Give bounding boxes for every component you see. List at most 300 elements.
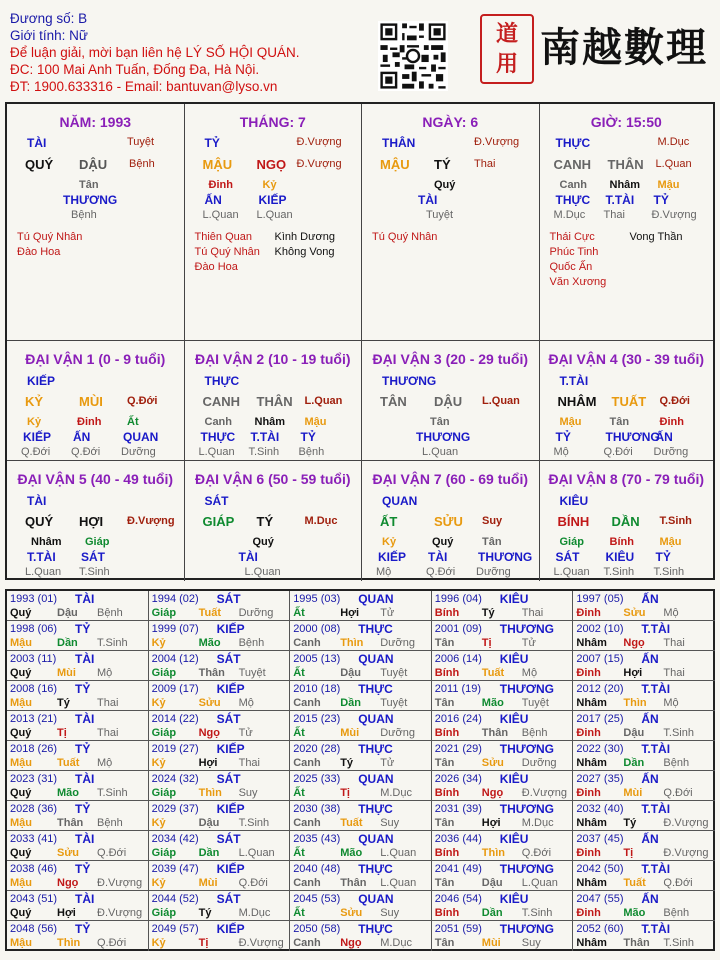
year-cell[interactable] xyxy=(432,921,574,951)
year-stem: Đinh xyxy=(576,667,601,679)
year-cell[interactable] xyxy=(7,861,149,891)
year-god: KIẾP xyxy=(216,682,245,696)
year-stage: Tuyệt xyxy=(521,697,549,709)
year-stage: Mộ xyxy=(97,757,113,769)
hidden-god: THỰC xyxy=(555,193,591,207)
shen-sha-star: Không Vong xyxy=(274,246,335,258)
year-branch: Tý xyxy=(198,907,212,919)
year-stage: Mộ xyxy=(663,697,679,709)
hidden-state: L.Quan xyxy=(198,446,235,458)
hidden-state: Bệnh xyxy=(298,446,325,458)
year-cell[interactable] xyxy=(432,771,574,801)
year-god: TÀI xyxy=(75,892,95,906)
year-label: 2022 (30) xyxy=(576,743,624,755)
year-cell[interactable] xyxy=(573,621,715,651)
hidden-state: T.Sinh xyxy=(653,566,685,578)
hidden-stem: Đinh xyxy=(659,416,684,428)
hidden-god: KIÊU xyxy=(605,550,635,564)
dai-van-stem: BÍNH xyxy=(557,514,590,529)
year-god: THỰC xyxy=(358,922,393,936)
year-branch: Ngọ xyxy=(198,727,220,739)
year-label: 2037 (45) xyxy=(576,833,624,845)
year-label: 2014 (22) xyxy=(151,713,199,725)
year-branch: Dậu xyxy=(623,727,645,739)
year-god: TỶ xyxy=(75,802,91,816)
hidden-god: TÀI xyxy=(418,193,438,207)
year-stage: Q.Đới xyxy=(97,937,127,949)
pillar-cell xyxy=(185,104,363,341)
year-god: KIÊU xyxy=(499,772,529,786)
hidden-state: T.Sinh xyxy=(603,566,635,578)
year-branch: Tý xyxy=(481,607,495,619)
dai-van-branch: TUẤT xyxy=(611,394,647,409)
dai-van-cell xyxy=(185,341,363,461)
year-cell[interactable] xyxy=(290,861,432,891)
dai-van-title: ĐẠI VẬN 8 (70 - 79 tuổi) xyxy=(548,471,705,487)
dai-van-branch: HỢI xyxy=(79,514,104,529)
year-stage: M.Dục xyxy=(380,787,412,799)
year-cell[interactable] xyxy=(149,921,291,951)
year-stem: Ất xyxy=(293,607,305,619)
year-god: THƯƠNG xyxy=(499,682,554,696)
year-cell[interactable] xyxy=(7,801,149,831)
year-god: TỶ xyxy=(75,862,91,876)
hidden-god: TỶ xyxy=(300,430,316,444)
year-stage: Suy xyxy=(521,937,541,949)
year-stage: T.Sinh xyxy=(663,727,694,739)
hidden-state: T.Sinh xyxy=(248,446,280,458)
dai-van-title: ĐẠI VẬN 6 (50 - 59 tuổi) xyxy=(194,471,351,487)
year-branch: Thìn xyxy=(198,787,222,799)
year-branch: Sửu xyxy=(198,697,221,709)
hidden-god: THƯƠNG xyxy=(605,430,660,444)
year-cell[interactable] xyxy=(573,711,715,741)
year-cell[interactable] xyxy=(149,681,291,711)
year-branch: Mùi xyxy=(623,787,643,799)
year-stem: Nhâm xyxy=(576,877,607,889)
year-stage: Q.Đới xyxy=(97,847,127,859)
year-label: 2032 (40) xyxy=(576,803,624,815)
year-stem: Tân xyxy=(434,697,455,709)
year-cell[interactable] xyxy=(573,651,715,681)
year-branch: Tị xyxy=(481,637,492,649)
hidden-state: Bệnh xyxy=(71,209,97,221)
year-god: QUAN xyxy=(358,592,394,606)
year-branch: Ngọ xyxy=(623,637,645,649)
branch-stage: Bệnh xyxy=(129,158,155,170)
year-stage: T.Sinh xyxy=(663,937,694,949)
year-stem: Canh xyxy=(293,877,321,889)
heavenly-stem: MẬU xyxy=(380,157,410,172)
year-stage: Dưỡng xyxy=(380,727,415,739)
shen-sha-star: Đào Hoa xyxy=(17,246,61,258)
year-branch: Mão xyxy=(57,787,79,799)
year-label: 2013 (21) xyxy=(10,713,58,725)
hidden-state: Đ.Vượng xyxy=(651,209,697,221)
dai-van-stem: GIÁP xyxy=(202,514,235,529)
year-cell[interactable] xyxy=(149,861,291,891)
year-cell[interactable] xyxy=(290,621,432,651)
hidden-state: L.Quan xyxy=(256,209,293,221)
year-cell[interactable] xyxy=(432,831,574,861)
year-stem: Mậu xyxy=(10,877,32,889)
hidden-stem: Kỷ xyxy=(27,416,42,428)
hidden-god: TỶ xyxy=(655,550,671,564)
year-branch: Mão xyxy=(340,847,363,859)
year-label: 2051 (59) xyxy=(434,923,482,935)
dai-van-god: TÀI xyxy=(27,494,47,508)
hidden-state: L.Quan xyxy=(202,209,239,221)
year-branch: Mùi xyxy=(481,937,501,949)
year-cell[interactable] xyxy=(149,741,291,771)
year-stage: Thai xyxy=(97,697,119,709)
year-cell[interactable] xyxy=(290,681,432,711)
year-stem: Tân xyxy=(434,757,455,769)
year-stem: Canh xyxy=(293,697,321,709)
year-stem: Đinh xyxy=(576,727,601,739)
year-god: KIẾP xyxy=(216,922,245,936)
year-god: THỰC xyxy=(358,742,393,756)
year-stage: Mộ xyxy=(521,667,538,679)
year-cell[interactable] xyxy=(573,831,715,861)
year-branch: Dần xyxy=(623,757,645,769)
year-stage: L.Quan xyxy=(238,847,275,859)
year-god: THƯƠNG xyxy=(499,742,554,756)
year-stem: Nhâm xyxy=(576,817,607,829)
year-label: 2047 (55) xyxy=(576,893,624,905)
year-stage: Tuyệt xyxy=(380,667,408,679)
year-label: 2002 (10) xyxy=(576,623,624,635)
year-god: KIÊU xyxy=(499,892,529,906)
dai-van-cell xyxy=(7,461,185,581)
hidden-state: Q.Đới xyxy=(603,446,633,458)
year-stage: Tuyệt xyxy=(380,697,408,709)
pillar-cell xyxy=(540,104,714,341)
year-stage: Thai xyxy=(521,607,544,619)
dai-van-title: ĐẠI VẬN 4 (30 - 39 tuổi) xyxy=(548,351,705,367)
year-cell[interactable] xyxy=(7,921,149,951)
year-god: SÁT xyxy=(216,832,241,846)
year-label: 2015 (23) xyxy=(293,713,341,725)
dai-van-stage: T.Sinh xyxy=(659,515,692,527)
year-cell[interactable] xyxy=(573,741,715,771)
qr-code-icon[interactable] xyxy=(378,21,448,91)
year-stage: Bệnh xyxy=(97,817,123,829)
shen-sha-star: Đào Hoa xyxy=(194,261,238,273)
year-label: 2035 (43) xyxy=(293,833,341,845)
year-god: QUAN xyxy=(358,712,394,726)
pillar-title: GIỜ: 15:50 xyxy=(590,114,662,130)
year-cell[interactable] xyxy=(149,801,291,831)
shen-sha-star: Quốc Ấn xyxy=(549,261,593,273)
hidden-state: Dưỡng xyxy=(121,446,156,458)
year-cell[interactable] xyxy=(7,741,149,771)
dai-van-stem: ẤT xyxy=(380,514,398,529)
year-label: 2052 (60) xyxy=(576,923,624,935)
year-label: 2005 (13) xyxy=(293,653,341,665)
year-cell[interactable] xyxy=(573,591,715,621)
year-cell[interactable] xyxy=(573,891,715,921)
year-god: TỶ xyxy=(75,922,91,936)
shen-sha-star: Tú Quý Nhân xyxy=(372,231,438,243)
year-stem: Giáp xyxy=(151,847,177,859)
year-branch: Hợi xyxy=(623,667,643,679)
year-label: 1995 (03) xyxy=(293,593,341,605)
year-cell[interactable] xyxy=(432,651,574,681)
year-label: 2034 (42) xyxy=(151,833,199,845)
year-label: 2042 (50) xyxy=(576,863,624,875)
year-branch: Tuất xyxy=(57,757,80,769)
year-cell[interactable] xyxy=(432,681,574,711)
year-branch: Tị xyxy=(57,727,67,739)
year-god: SÁT xyxy=(216,652,241,666)
annual-luck-grid xyxy=(5,589,715,951)
year-cell[interactable] xyxy=(290,891,432,921)
contact-invite: Để luận giải, mời bạn liên hệ LÝ SỐ HỘI QUÁN. xyxy=(10,45,300,60)
dai-van-stage: Đ.Vượng xyxy=(127,515,175,527)
dai-van-title: ĐẠI VẬN 1 (0 - 9 tuổi) xyxy=(25,351,166,367)
hidden-stem: Nhâm xyxy=(609,179,641,191)
hidden-god: ẤN xyxy=(73,430,91,444)
dai-van-branch: DẦN xyxy=(611,514,640,529)
year-stem: Canh xyxy=(293,637,321,649)
year-label: 2026 (34) xyxy=(434,773,482,785)
year-cell[interactable] xyxy=(7,621,149,651)
year-stem: Mậu xyxy=(10,937,32,949)
year-label: 2048 (56) xyxy=(10,923,58,935)
hidden-stem: Kỷ xyxy=(262,179,277,191)
year-god: TỶ xyxy=(75,742,91,756)
year-god: TỶ xyxy=(75,622,91,636)
year-god: KIẾP xyxy=(216,622,245,636)
year-cell[interactable] xyxy=(573,801,715,831)
year-branch: Tuất xyxy=(481,667,505,679)
hidden-god: KIẾP xyxy=(258,193,287,207)
year-stage: Bệnh xyxy=(663,757,690,769)
year-branch: Mùi xyxy=(340,727,360,739)
year-cell[interactable] xyxy=(7,651,149,681)
hidden-stem: Mậu xyxy=(304,416,327,428)
year-stem: Bính xyxy=(434,607,460,619)
year-god: THƯƠNG xyxy=(499,922,554,936)
year-cell[interactable] xyxy=(573,861,715,891)
hidden-stem: Giáp xyxy=(559,536,584,548)
year-label: 2040 (48) xyxy=(293,863,341,875)
year-god: KIẾP xyxy=(216,742,245,756)
year-stem: Nhâm xyxy=(576,697,607,709)
year-cell[interactable] xyxy=(7,681,149,711)
hidden-stem: Đinh xyxy=(77,416,102,428)
year-branch: Mão xyxy=(481,697,504,709)
year-label: 2039 (47) xyxy=(151,863,199,875)
contact-address: ĐC: 100 Mai Anh Tuấn, Đống Đa, Hà Nội. xyxy=(10,62,260,77)
hidden-stem: Tân xyxy=(79,179,99,191)
year-stem: Nhâm xyxy=(576,937,607,949)
year-stem: Quý xyxy=(10,727,32,739)
year-branch: Thân xyxy=(340,877,367,889)
year-label: 2025 (33) xyxy=(293,773,341,785)
year-cell[interactable] xyxy=(573,921,715,951)
year-stem: Tân xyxy=(434,637,455,649)
dai-van-branch: THÂN xyxy=(256,394,293,409)
dai-van-stem: CANH xyxy=(202,394,241,409)
year-stem: Đinh xyxy=(576,607,601,619)
heavenly-stem: MẬU xyxy=(202,157,233,172)
year-branch: Dần xyxy=(481,907,503,919)
year-cell[interactable] xyxy=(573,681,715,711)
year-stage: L.Quan xyxy=(521,877,558,889)
stem-god: TỶ xyxy=(204,136,220,150)
hidden-state: Mộ xyxy=(376,566,392,578)
year-cell[interactable] xyxy=(432,741,574,771)
year-stem: Bính xyxy=(434,787,460,799)
year-god: THƯƠNG xyxy=(499,802,554,816)
dai-van-cell xyxy=(540,461,714,581)
year-god: T.TÀI xyxy=(641,682,671,696)
year-label: 2011 (19) xyxy=(434,683,482,695)
hidden-stem: Tân xyxy=(609,416,630,428)
year-branch: Thìn xyxy=(340,637,364,649)
year-cell[interactable] xyxy=(7,711,149,741)
year-cell[interactable] xyxy=(149,771,291,801)
hidden-stem: Tân xyxy=(482,536,502,548)
year-cell[interactable] xyxy=(7,771,149,801)
year-label: 1999 (07) xyxy=(151,623,199,635)
hidden-god: SÁT xyxy=(555,550,580,564)
hidden-state: Thai xyxy=(603,209,625,221)
year-cell[interactable] xyxy=(290,741,432,771)
contact-phone-email[interactable]: ĐT: 1900.633316 - Email: bantuvan@lyso.vn xyxy=(10,79,278,94)
year-label: 2027 (35) xyxy=(576,773,624,785)
hidden-god: TỶ xyxy=(555,430,571,444)
year-branch: Dậu xyxy=(198,817,220,829)
dai-van-god: KIÊU xyxy=(559,494,589,508)
year-god: T.TÀI xyxy=(641,922,671,936)
year-label: 2009 (17) xyxy=(151,683,199,695)
year-stem: Nhâm xyxy=(576,757,607,769)
shen-sha-star: Thiên Quan xyxy=(194,231,252,243)
hidden-god: THƯƠNG xyxy=(478,550,533,564)
year-branch: Mão xyxy=(623,907,646,919)
year-branch: Ngọ xyxy=(340,937,362,949)
year-cell[interactable] xyxy=(7,891,149,921)
year-stage: T.Sinh xyxy=(238,817,270,829)
year-stem: Bính xyxy=(434,847,460,859)
year-stem: Bính xyxy=(434,727,460,739)
year-stem: Canh xyxy=(293,937,321,949)
year-stage: Bệnh xyxy=(663,907,690,919)
year-stage: Thai xyxy=(97,727,119,739)
dai-van-stage: Q.Đới xyxy=(659,395,690,407)
year-branch: Sửu xyxy=(623,607,646,619)
year-stem: Ất xyxy=(293,847,305,859)
year-branch: Dần xyxy=(198,847,220,859)
year-branch: Tý xyxy=(623,817,637,829)
year-cell[interactable] xyxy=(432,621,574,651)
year-cell[interactable] xyxy=(7,591,149,621)
hidden-stem: Kỷ xyxy=(382,536,397,548)
hidden-stem: Nhâm xyxy=(31,536,62,548)
year-branch: Tý xyxy=(57,697,70,709)
earthly-branch: TÝ xyxy=(434,157,451,172)
year-label: 2033 (41) xyxy=(10,833,58,845)
year-branch: Thìn xyxy=(481,847,506,859)
year-branch: Tuất xyxy=(623,877,646,889)
dai-van-cell xyxy=(362,341,540,461)
year-stage: Tử xyxy=(521,637,536,649)
year-cell[interactable] xyxy=(149,891,291,921)
year-cell[interactable] xyxy=(149,831,291,861)
year-stem: Giáp xyxy=(151,787,177,799)
year-cell[interactable] xyxy=(7,831,149,861)
hidden-state: L.Quan xyxy=(553,566,590,578)
pillar-title: NĂM: 1993 xyxy=(59,114,132,130)
dai-van-god: SÁT xyxy=(204,494,229,508)
year-branch: Mùi xyxy=(198,877,218,889)
year-cell[interactable] xyxy=(149,621,291,651)
hidden-stem: Mậu xyxy=(559,416,582,428)
year-cell[interactable] xyxy=(432,801,574,831)
dai-van-stem: QUÝ xyxy=(25,514,54,529)
subject-name: Đương số: B xyxy=(10,11,88,26)
year-stage: M.Dục xyxy=(238,907,271,919)
year-cell[interactable] xyxy=(290,711,432,741)
year-god: THƯƠNG xyxy=(499,862,554,876)
hidden-god: T.TÀI xyxy=(250,430,280,444)
year-label: 1993 (01) xyxy=(10,593,58,605)
year-cell[interactable] xyxy=(290,591,432,621)
year-god: TÀI xyxy=(75,832,95,846)
year-cell[interactable] xyxy=(573,771,715,801)
year-stage: Tử xyxy=(238,727,253,739)
year-cell[interactable] xyxy=(290,801,432,831)
year-label: 2004 (12) xyxy=(151,653,199,665)
year-branch: Thìn xyxy=(623,697,647,709)
year-cell[interactable] xyxy=(149,591,291,621)
hidden-god: QUAN xyxy=(123,430,159,444)
year-cell[interactable] xyxy=(290,651,432,681)
dai-van-god: KIẾP xyxy=(27,374,56,388)
year-cell[interactable] xyxy=(432,591,574,621)
year-god: T.TÀI xyxy=(641,802,671,816)
year-god: ẤN xyxy=(641,592,659,606)
year-stage: Mộ xyxy=(238,697,254,709)
dai-van-god: T.TÀI xyxy=(559,374,589,388)
year-cell[interactable] xyxy=(432,861,574,891)
year-label: 2030 (38) xyxy=(293,803,341,815)
year-stage: M.Dục xyxy=(380,937,412,949)
year-cell[interactable] xyxy=(432,711,574,741)
year-cell[interactable] xyxy=(290,921,432,951)
year-stem: Đinh xyxy=(576,907,601,919)
year-cell[interactable] xyxy=(149,651,291,681)
hidden-state: Dưỡng xyxy=(476,566,511,578)
year-branch: Ngọ xyxy=(481,787,504,799)
year-cell[interactable] xyxy=(149,711,291,741)
year-branch: Thân xyxy=(57,817,84,829)
year-cell[interactable] xyxy=(290,771,432,801)
brand-logo: 南越數理 xyxy=(540,24,708,71)
year-stage: Suy xyxy=(238,787,258,799)
bazi-pillars-grid xyxy=(5,102,715,580)
year-god: KIẾP xyxy=(216,862,245,876)
year-stage: Dưỡng xyxy=(521,757,557,769)
year-cell[interactable] xyxy=(432,891,574,921)
year-branch: Dần xyxy=(57,637,78,649)
dai-van-god: THƯƠNG xyxy=(382,374,437,388)
heavenly-stem: CANH xyxy=(553,157,592,172)
year-cell[interactable] xyxy=(290,831,432,861)
